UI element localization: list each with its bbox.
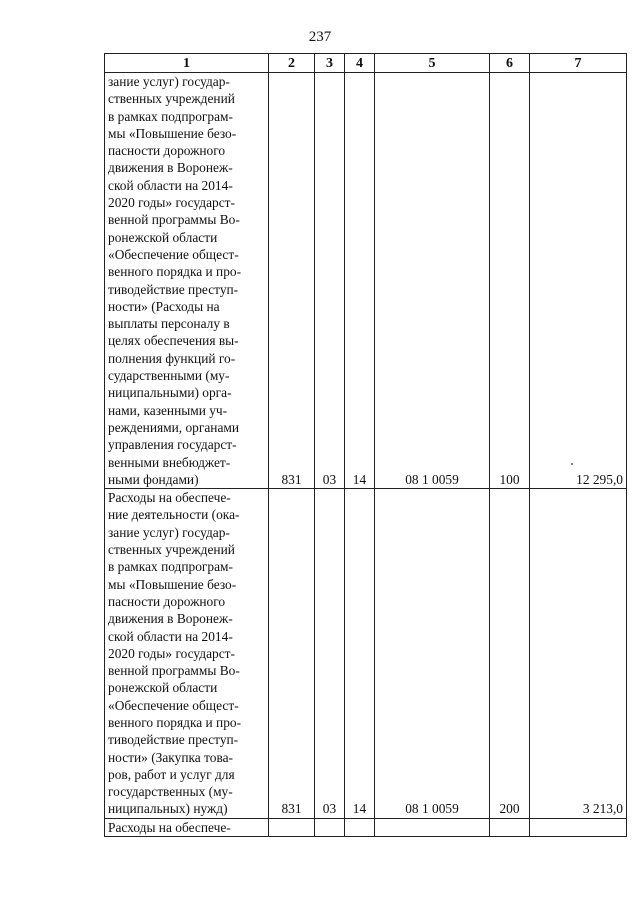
- row-description: [105, 73, 269, 489]
- header-col-6: 6: [490, 54, 530, 73]
- desc-line: Расходы на обеспече-: [108, 819, 231, 835]
- header-col-3: 3: [315, 54, 345, 73]
- table-row: [105, 489, 627, 819]
- cell-target-article: 08 1 0059: [375, 489, 490, 819]
- table-row: [105, 73, 627, 489]
- desc-line: ние деятельности (ока-: [108, 507, 240, 523]
- cell-expense-type: 200: [490, 489, 530, 819]
- desc-line: 2020 годы» государст-: [108, 645, 235, 661]
- desc-line: целях обеспечения вы-: [108, 333, 239, 349]
- desc-line: венными внебюджет-: [108, 454, 231, 470]
- header-col-5: 5: [375, 54, 490, 73]
- desc-line: ской области на 2014-: [108, 628, 233, 644]
- cell-section: 03: [315, 73, 345, 489]
- desc-line: ственных учреждений: [108, 542, 235, 558]
- desc-line: нами, казенными уч-: [108, 402, 228, 418]
- desc-line: реждениями, органами: [108, 419, 240, 435]
- cell-expense-type: [490, 818, 530, 836]
- desc-line: венной программы Во-: [108, 212, 240, 228]
- header-col-1: 1: [105, 54, 269, 73]
- desc-line: мы «Повышение безо-: [108, 576, 237, 592]
- desc-line: управления государст-: [108, 437, 237, 453]
- page-number: 237: [308, 29, 332, 45]
- cell-subsection: 14: [345, 73, 375, 489]
- header-col-7: 7: [530, 54, 627, 73]
- desc-line: ронежской области: [108, 229, 218, 245]
- desc-line: ронежской области: [108, 680, 218, 696]
- table-header-row: [105, 54, 627, 73]
- desc-line: полнения функций го-: [108, 350, 236, 366]
- desc-line: венной программы Во-: [108, 663, 240, 679]
- desc-line: ными фондами): [108, 471, 199, 487]
- cell-subsection: 14: [345, 489, 375, 819]
- desc-line: пасности дорожного: [108, 143, 226, 159]
- desc-line: движения в Воронеж-: [108, 611, 233, 627]
- cell-section: 03: [315, 489, 345, 819]
- cell-section: [315, 818, 345, 836]
- desc-line: ности» (Закупка това-: [108, 749, 234, 765]
- desc-line: «Обеспечение общест-: [108, 697, 239, 713]
- desc-line: выплаты персоналу в: [108, 316, 230, 332]
- desc-line: венного порядка и про-: [108, 714, 242, 730]
- desc-line: «Обеспечение общест-: [108, 246, 239, 262]
- header-col-2: 2: [269, 54, 315, 73]
- desc-line: ров, работ и услуг для: [108, 766, 235, 782]
- desc-line: зание услуг) государ-: [108, 524, 230, 540]
- desc-line: пасности дорожного: [108, 593, 226, 609]
- row-description: [105, 818, 269, 836]
- desc-line: Расходы на обеспече-: [108, 490, 231, 506]
- budget-table: [104, 53, 627, 837]
- cell-target-article: 08 1 0059: [375, 73, 490, 489]
- desc-line: венного порядка и про-: [108, 264, 242, 280]
- cell-amount: [530, 818, 627, 836]
- cell-ministry-code: 831: [269, 73, 315, 489]
- desc-line: тиводействие преступ-: [108, 732, 239, 748]
- header-col-4: 4: [345, 54, 375, 73]
- desc-line: в рамках подпрограм-: [108, 108, 233, 124]
- desc-line: движения в Воронеж-: [108, 160, 233, 176]
- desc-line: зание услуг) государ-: [108, 74, 230, 89]
- cell-ministry-code: 831: [269, 489, 315, 819]
- cell-subsection: [345, 818, 375, 836]
- cell-amount: 3 213,0: [530, 489, 627, 819]
- desc-line: сударственными (му-: [108, 368, 230, 384]
- row-description: [105, 489, 269, 819]
- desc-line: мы «Повышение безо-: [108, 125, 237, 141]
- desc-line: тиводействие преступ-: [108, 281, 239, 297]
- cell-amount: 12 295,0: [530, 73, 627, 489]
- desc-line: ской области на 2014-: [108, 177, 233, 193]
- cell-ministry-code: [269, 818, 315, 836]
- table-row: [105, 818, 627, 836]
- desc-line: ниципальными) орга-: [108, 385, 232, 401]
- desc-line: ственных учреждений: [108, 91, 235, 107]
- desc-line: государственных (му-: [108, 784, 233, 800]
- scan-speck: [571, 463, 573, 465]
- desc-line: ниципальных) нужд): [108, 801, 228, 817]
- desc-line: ности» (Расходы на: [108, 298, 220, 314]
- cell-expense-type: 100: [490, 73, 530, 489]
- desc-line: 2020 годы» государст-: [108, 195, 235, 211]
- desc-line: в рамках подпрограм-: [108, 559, 233, 575]
- cell-target-article: [375, 818, 490, 836]
